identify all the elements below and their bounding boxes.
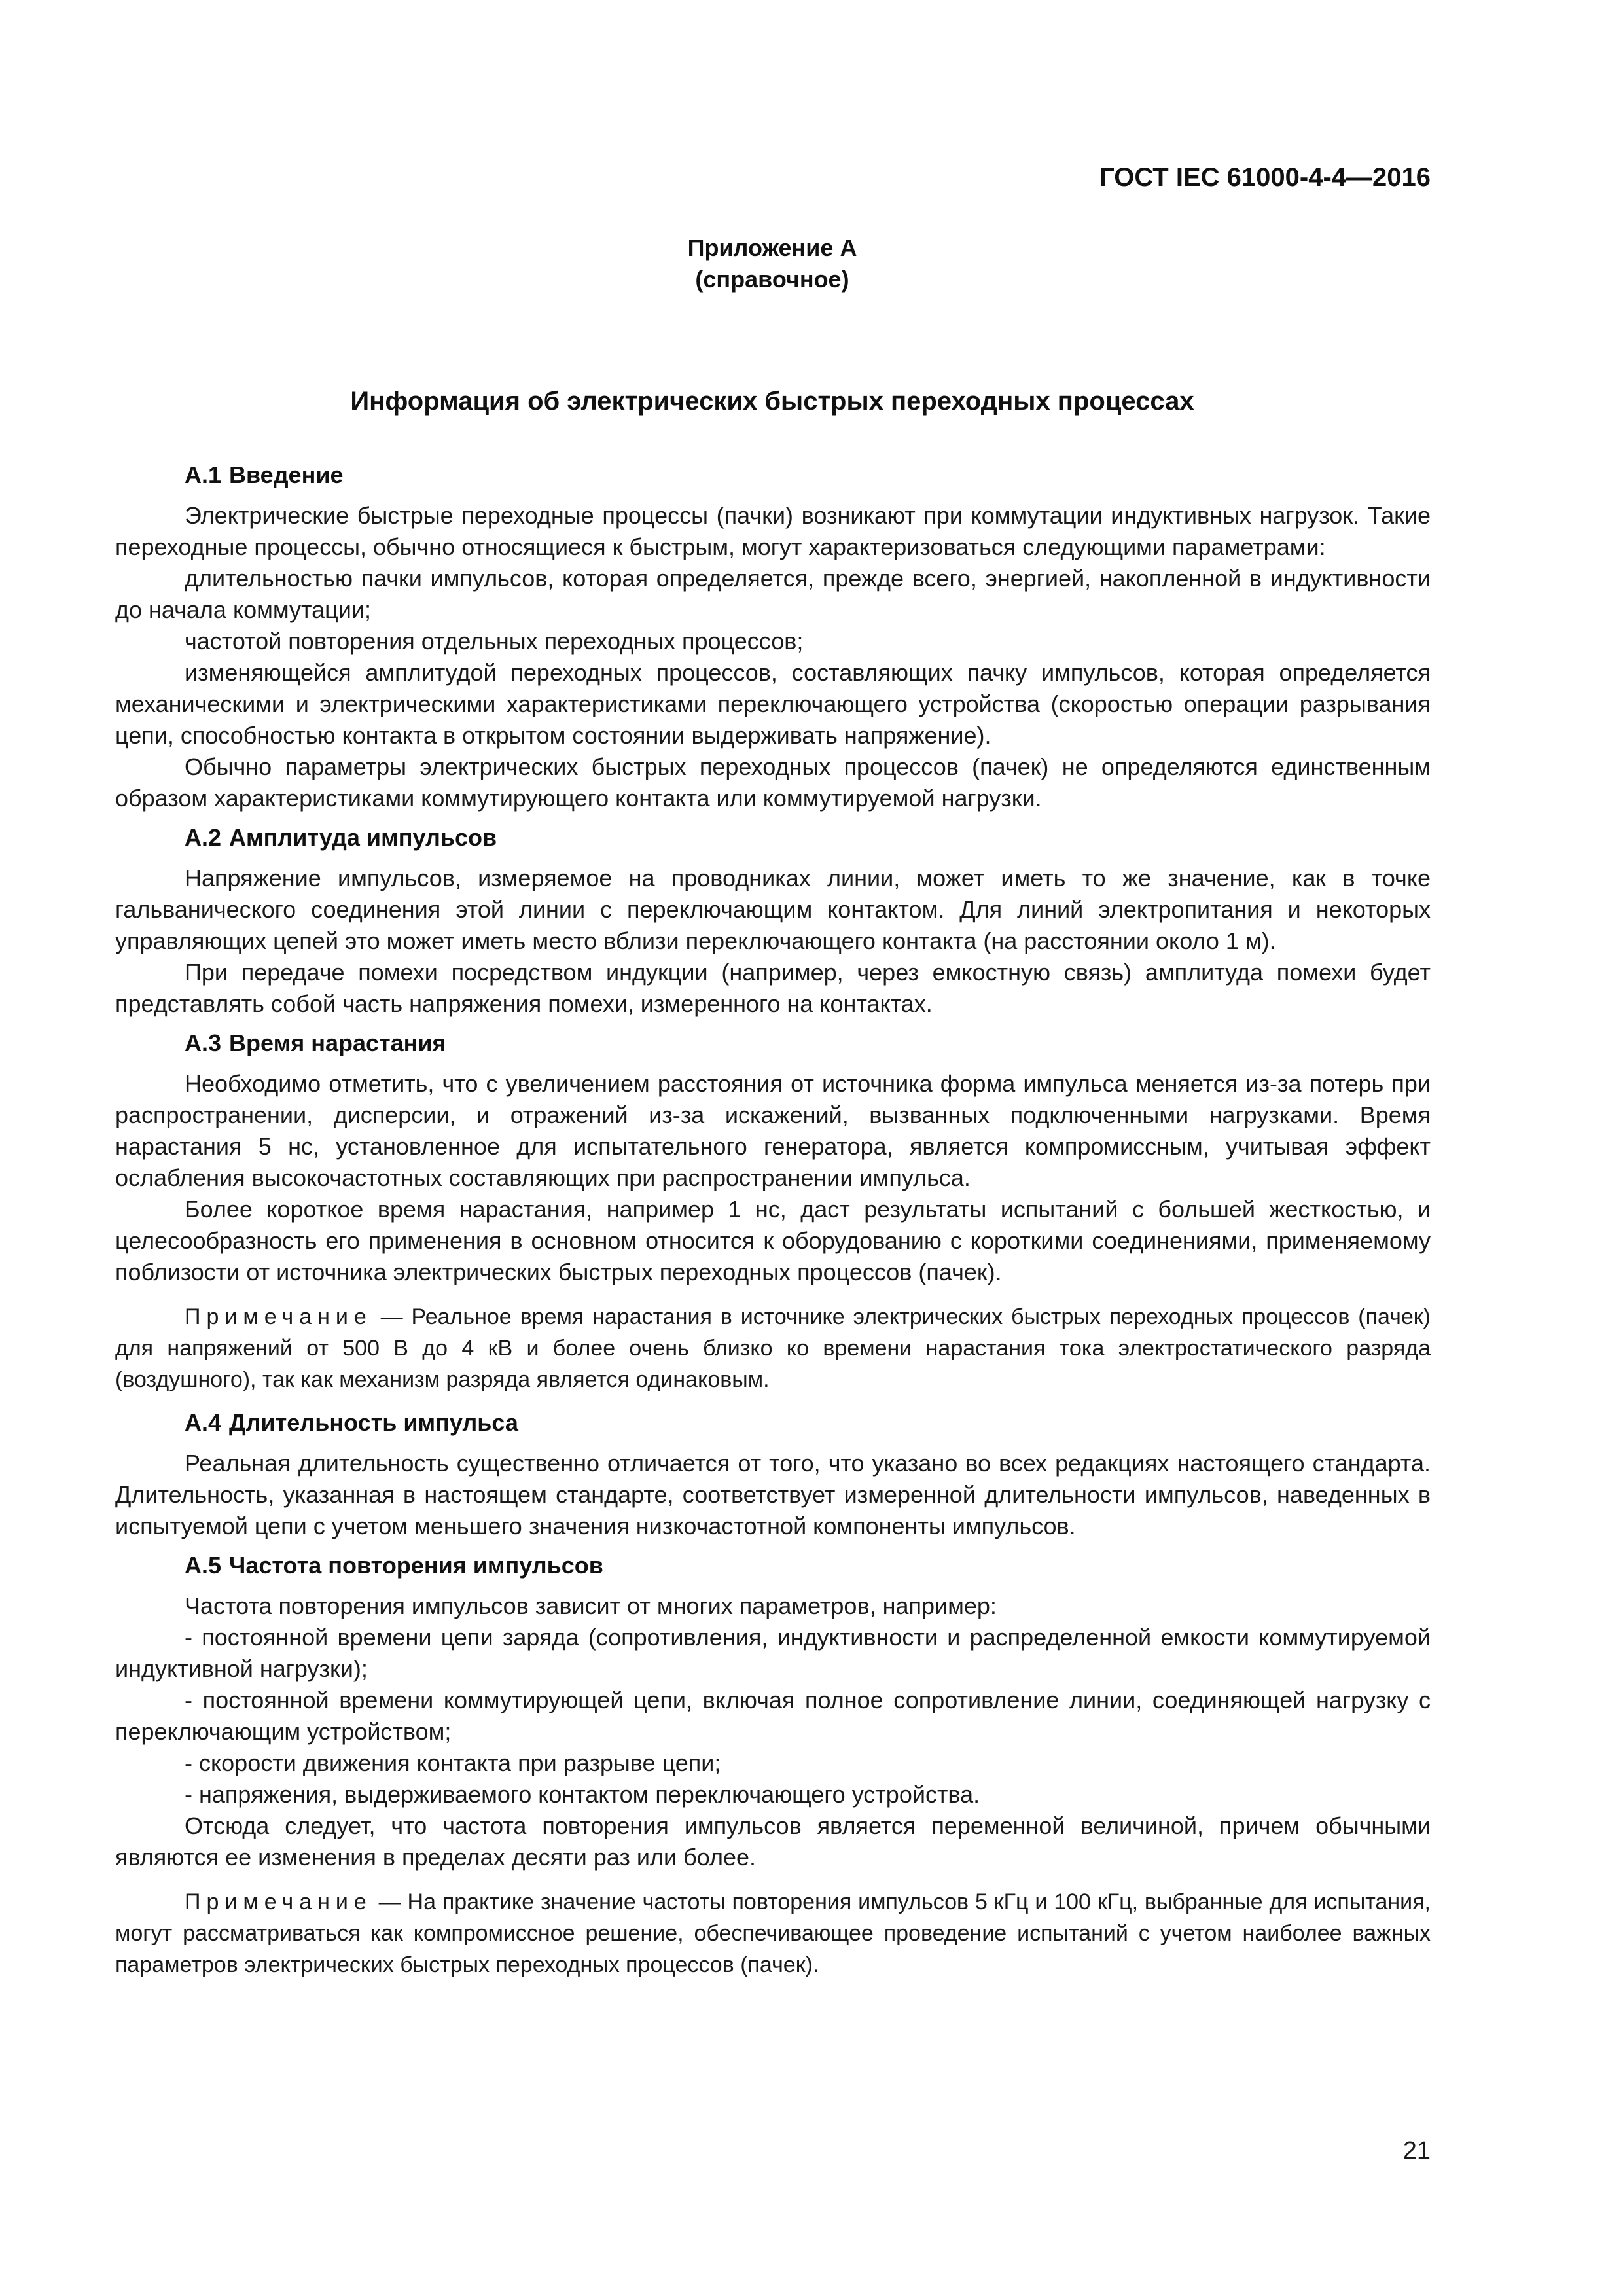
paragraph: частотой повторения отдельных переходных процессов; (185, 628, 804, 655)
list-item: - постоянной времени коммутирующей цепи, включая полное сопротивление линии, соединяющей нагрузку с переключающим устройством; (115, 1687, 1431, 1745)
section-heading-a3 (115, 1028, 1431, 1059)
paragraph: Напряжение импульсов, измеряемое на проводниках линии, может иметь то же значение, как в точке гальванического соединения этой линии с переключающим контактом. Для линий электропитания и некоторых управляющих цепей это может иметь место вблизи переключающего контакта (на расстоянии около 1 м). (115, 865, 1431, 954)
section-title: Время нарастания (229, 1030, 446, 1056)
section-heading-a5 (115, 1550, 1431, 1581)
paragraph: Электрические быстрые переходные процессы (пачки) возникают при коммутации индуктивных нагрузок. Такие переходные процессы, обычно относящиеся к быстрым, могут характеризоваться следующими параметрами: (115, 502, 1431, 560)
annex-type: (справочное) (695, 266, 849, 293)
paragraph: Более короткое время нарастания, например 1 нс, даст результаты испытаний с большей жесткостью, и целесообразность его применения в основном относится к оборудованию с короткими соединениями, применяемому поблизости от источника электрических быстрых переходных процессов (пачек). (115, 1196, 1431, 1285)
note (115, 1301, 1431, 1395)
page-number: 21 (1402, 2137, 1431, 2164)
section-title: Введение (229, 461, 344, 488)
paragraph: длительностью пачки импульсов, которая определяется, прежде всего, энергией, накопленной в индуктивности до начала коммутации; (115, 565, 1431, 623)
paragraph: При передаче помехи посредством индукции (например, через емкостную связь) амплитуда помехи будет представлять собой часть напряжения помехи, измеренного на контактах. (115, 959, 1431, 1017)
list-item: - скорости движения контакта при разрыве цепи; (185, 1749, 721, 1776)
section-title: Длительность импульса (229, 1409, 518, 1436)
list-item: - постоянной времени цепи заряда (сопротивления, индуктивности и распределенной емкости коммутируемой индуктивной нагрузки); (115, 1624, 1431, 1682)
section-number: А.5 (185, 1552, 222, 1579)
paragraph: Реальная длительность существенно отличается от того, что указано во всех редакциях настоящего стандарта. Длительность, указанная в настоящем стандарте, соответствует измеренной длительности импульсов, наведенных в испытуемой цепи с учетом меньшего значения низкочастотной компоненты импульсов. (115, 1450, 1431, 1539)
paragraph: Частота повторения импульсов зависит от многих параметров, например: (185, 1592, 997, 1619)
annex-label: Приложение А (687, 234, 857, 261)
paragraph: изменяющейся амплитудой переходных процессов, составляющих пачку импульсов, которая определяется механическими и электрическими характеристиками переключающего устройства (скоростью операции разрывания цепи, способностью контакта в открытом состоянии выдерживать напряжение). (115, 659, 1431, 749)
document-body (115, 452, 1431, 1981)
note-label: Примечание (185, 1304, 372, 1329)
section-heading-a1 (115, 459, 1431, 491)
paragraph: Отсюда следует, что частота повторения импульсов является переменной величиной, причем обычными являются ее изменения в пределах десяти раз или более. (115, 1812, 1431, 1871)
paragraph: Обычно параметры электрических быстрых переходных процессов (пачек) не определяются единственным образом характеристиками коммутирующего контакта или коммутируемой нагрузки. (115, 753, 1431, 812)
section-number: А.1 (185, 461, 222, 488)
note-text: — На практике значение частоты повторения импульсов 5 кГц и 100 кГц, выбранные для испытания, могут рассматриваться как компромиссное решение, обеспечивающее проведение испытаний с учетом наиболее важных параметров электрических быстрых переходных процессов (пачек). (115, 1890, 1431, 1977)
section-title: Частота повторения импульсов (229, 1552, 603, 1579)
paragraph: Необходимо отметить, что с увеличением расстояния от источника форма импульса меняется из-за потерь при распространении, дисперсии, и отражений из-за искажений, вызванных подключенными нагрузками. Время нарастания 5 нс, установленное для испытательного генератора, является компромиссным, учитывая эффект ослабления высокочастотных составляющих при распространении импульса. (115, 1070, 1431, 1191)
section-heading-a2 (115, 822, 1431, 853)
note-text: — Реальное время нарастания в источнике электрических быстрых переходных процессов (пачек) для напряжений от 500 В до 4 кВ и более очень близко ко времени нарастания тока электростатического разряда (воздушного), так как механизм разряда является одинаковым. (115, 1304, 1431, 1392)
annex-title: Информация об электрических быстрых переходных процессах (350, 387, 1194, 416)
section-number: А.4 (185, 1409, 222, 1436)
list-item: - напряжения, выдерживаемого контактом переключающего устройства. (185, 1781, 980, 1808)
standard-header: ГОСТ IEC 61000-4-4—2016 (1099, 163, 1431, 192)
section-title: Амплитуда импульсов (229, 824, 497, 851)
section-number: А.2 (185, 824, 222, 851)
section-number: А.3 (185, 1030, 222, 1056)
note-label: Примечание (185, 1890, 372, 1914)
section-heading-a4 (115, 1407, 1431, 1439)
note (115, 1886, 1431, 1981)
